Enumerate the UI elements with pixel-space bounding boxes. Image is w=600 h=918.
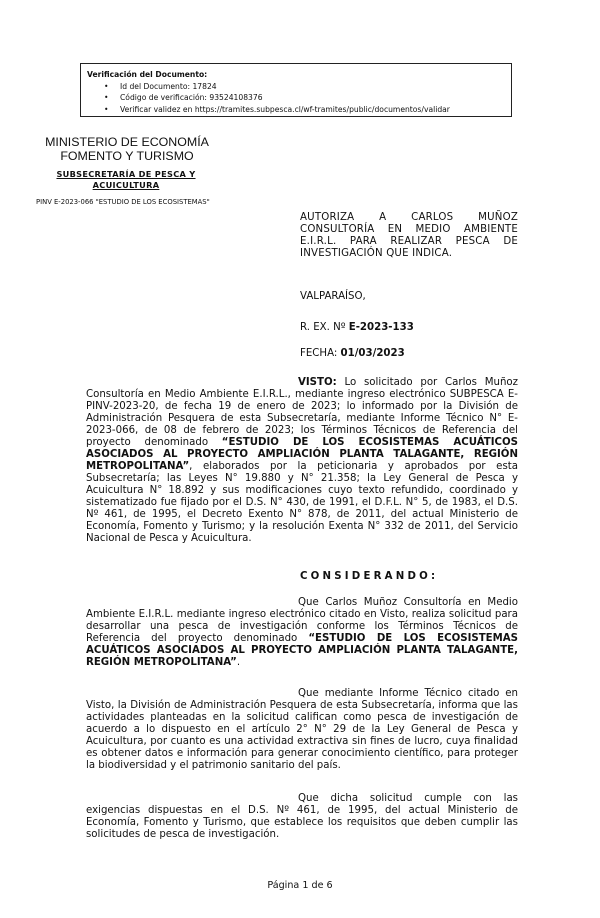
p2-text: Que mediante Informe Técnico citado en Visto, la División de Administración Pesquera de esta Subsecretaría, informa que las actividades planteadas en la solicitud califican como pesca de investigación de acuerdo a lo dispuesto en el artículo 2° N° 29 de la Ley General de Pesca y Acuicultura, por cuanto es una actividad extractiva sin fines de lucro, cuya finalidad es obtener datos e información para generar conocimiento científico, para proteger la biodiversidad y el patrimonio sanitario del país.	[86, 688, 518, 771]
considerando-paragraph-2	[86, 688, 518, 772]
resolution-city: VALPARAÍSO,	[300, 291, 366, 302]
p3-text: Que dicha solicitud cumple con las exigencias dispuestas en el D.S. Nº 461, de 1995, del actual Ministerio de Economía, Fomento y Turismo, que establece los requisitos que deben cumplir las solicitudes de pesca de investigación.	[86, 793, 518, 840]
visto-project: “ESTUDIO DE LOS ECOSISTEMAS ACUÁTICOS ASOCIADOS AL PROYECTO AMPLIACIÓN PLANTA TALAGANTE, REGIÓN METROPOLITANA”	[86, 437, 518, 472]
rex-label: R. EX. Nº	[300, 322, 349, 333]
rex-number: E-2023-133	[348, 322, 414, 333]
verification-title: Verificación del Documento:	[87, 70, 208, 79]
ministry-name: MINISTERIO DE ECONOMÍA	[45, 135, 209, 149]
visto-text-b: , elaborados por la peticionaria y aprobados por esta Subsecretaría; las Leyes N° 19.880 y N° 21.358; la Ley General de Pesca y Acuicultura N° 18.892 y sus modificaciones cuyo texto refundido, coordinado y sistematizado fue fijado por el D.S. N° 430, de 1991, el D.F.L. N° 5, de 1983, el D.S. Nº 461, de 1995, el Decreto Exento N° 878, de 2011, del actual Ministerio de Economía, Fomento y Turismo; y la resolución Exenta N° 332 de 2011, del Servicio Nacional de Pesca y Acuicultura.	[86, 461, 518, 544]
subsecretaria-heading: SUBSECRETARÍA DE PESCA Y ACUICULTURA	[56, 169, 196, 190]
pinv-reference: PINV E-2023-066 "ESTUDIO DE LOS ECOSISTEMAS"	[36, 198, 210, 206]
resolution-summary: AUTORIZA A CARLOS MUÑOZ CONSULTORÍA EN MEDIO AMBIENTE E.I.R.L. PARA REALIZAR PESCA DE INVESTIGACIÓN QUE INDICA.	[300, 212, 518, 259]
visto-label: VISTO:	[298, 377, 337, 388]
verification-box	[80, 63, 512, 117]
ministry-subtitle: FOMENTO Y TURISMO	[60, 149, 194, 163]
date-label: FECHA:	[300, 348, 341, 359]
considerando-paragraph-3	[86, 793, 518, 841]
considerando-heading: CONSIDERANDO:	[300, 571, 439, 582]
date-value: 01/03/2023	[340, 348, 405, 359]
considerando-paragraph-1	[86, 597, 518, 669]
verification-list	[87, 81, 505, 116]
resolution-date-line	[300, 348, 518, 360]
verification-url[interactable]: • Verificar validez en https://tramites.subpesca.cl/wf-tramites/public/documentos/validar	[120, 104, 505, 116]
page-number: Página 1 de 6	[267, 880, 333, 891]
visto-text-a: Lo solicitado por Carlos Muñoz Consultoría en Medio Ambiente E.I.R.L., mediante ingreso electrónico SUBPESCA E-PINV-2023-20, de fecha 19 de enero de 2023; lo informado por la División de Administración Pesquera de esta Subsecretaría, mediante Informe Técnico N° E-2023-066, de 08 de febrero de 2023; los Términos Técnicos de Referencia del proyecto denominado	[86, 377, 518, 448]
visto-paragraph	[86, 377, 518, 545]
p1-project: “ESTUDIO DE LOS ECOSISTEMAS ACUÁTICOS ASOCIADOS AL PROYECTO AMPLIACIÓN PLANTA TALAGANTE, REGIÓN METROPOLITANA”	[86, 633, 518, 668]
resolution-number-line	[300, 322, 518, 334]
verification-document-id: • Id del Documento: 17824	[120, 81, 505, 93]
p1-text-a: Que Carlos Muñoz Consultoría en Medio Ambiente E.I.R.L. mediante ingreso electrónico citado en Visto, realiza solicitud para desarrollar una pesca de investigación conforme los Términos Técnicos de Referencia del proyecto denominado	[86, 597, 518, 644]
verification-code: • Código de verificación: 93524108376	[120, 92, 505, 104]
p1-text-b: .	[236, 657, 241, 668]
